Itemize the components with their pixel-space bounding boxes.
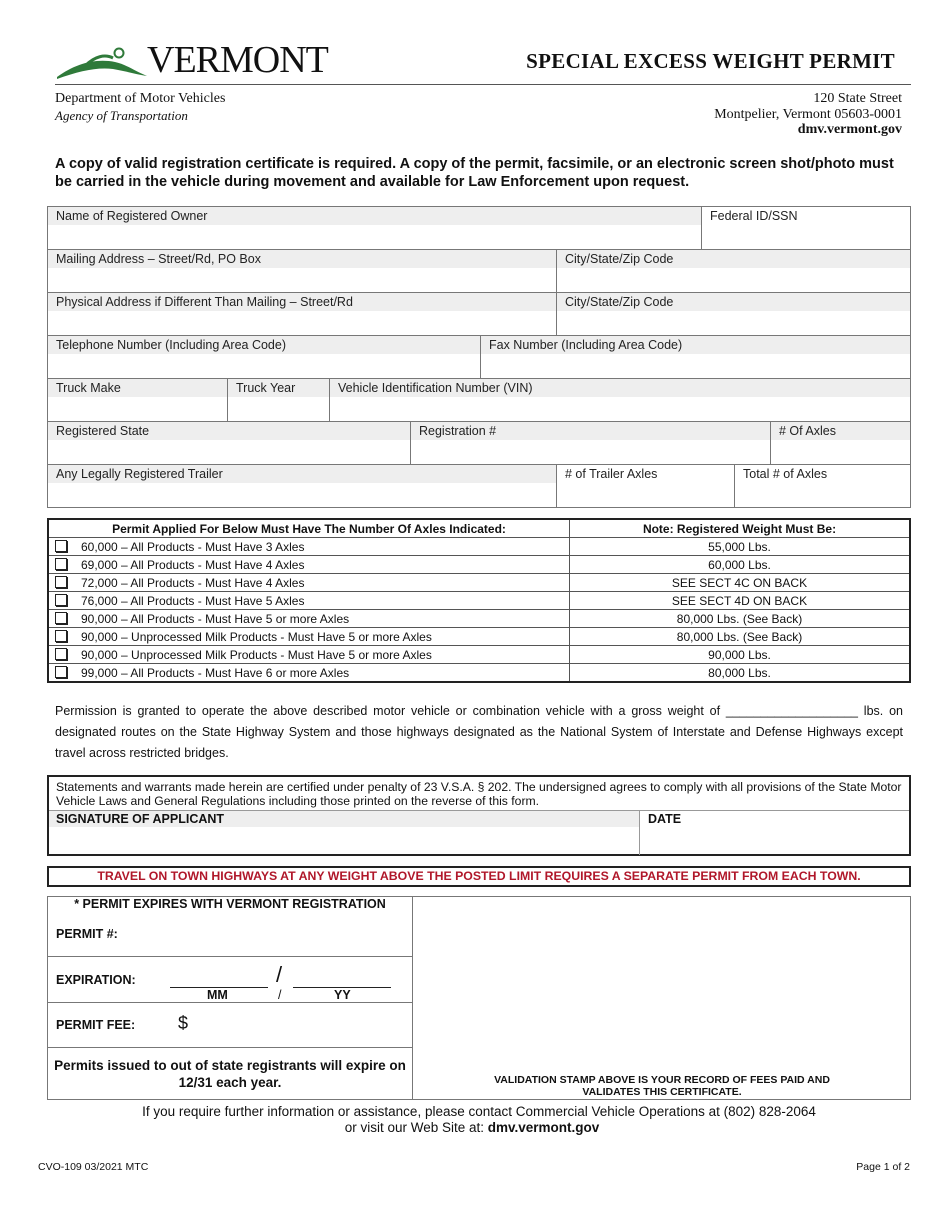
table-row (48, 664, 910, 683)
permit-fee-label: PERMIT FEE: (56, 1018, 136, 1032)
gross-weight-blank[interactable]: ___________________ (725, 704, 858, 718)
permit-option-label: 99,000 – All Products - Must Have 6 or more Axles (81, 665, 350, 680)
registration-notice: A copy of valid registration certificate is required. A copy of the permit, facsimile, or an electronic screen shot/photo must be carried in the vehicle during movement and available for Law Enforcement upon request. (55, 156, 894, 190)
form-title: SPECIAL EXCESS WEIGHT PERMIT (526, 49, 895, 73)
permit-option-label: 90,000 – Unprocessed Milk Products - Must Have 5 or more Axles (81, 629, 432, 644)
footer-website-link[interactable]: dmv.vermont.gov (487, 1120, 600, 1135)
out-of-state-note: Permits issued to out of state registrants will expire on 12/31 each year. (54, 1058, 406, 1090)
help-line: If you require further information or assistance, please contact Commercial Vehicle Operations at (802) 828-2064 (142, 1104, 816, 1119)
website-prefix: or visit our Web Site at: (344, 1120, 484, 1135)
table-row (48, 592, 910, 610)
street-address: 120 State Street (813, 91, 902, 106)
permit-option-checkbox[interactable] (55, 594, 67, 606)
table-row (48, 538, 910, 556)
validation-note: VALIDATION STAMP ABOVE IS YOUR RECORD OF FEES PAID AND VALIDATES THIS CERTIFICATE. (494, 1074, 830, 1098)
month-caption: MM (207, 988, 228, 1002)
permit-option-label: 90,000 – All Products - Must Have 5 or more Axles (81, 611, 350, 626)
table-row (48, 628, 910, 646)
table-row (48, 574, 910, 592)
truck-year-label: Truck Year (228, 379, 329, 397)
table-row (48, 646, 910, 664)
required-weight: 55,000 Lbs. (570, 538, 911, 556)
telephone-label: Telephone Number (Including Area Code) (48, 336, 480, 354)
telephone-input[interactable] (48, 353, 480, 378)
trailer-axles-input[interactable] (557, 482, 734, 507)
permit-column-header: Permit Applied For Below Must Have The Number Of Axles Indicated: (48, 519, 570, 538)
weight-column-header: Note: Registered Weight Must Be: (570, 519, 911, 538)
owner-name-input[interactable] (48, 224, 701, 249)
permit-option-checkbox[interactable] (55, 648, 67, 660)
logo-wordmark: VERMONT (147, 39, 328, 81)
permit-option-checkbox[interactable] (55, 558, 67, 570)
required-weight: 80,000 Lbs. (See Back) (570, 628, 911, 646)
total-axles-label: Total # of Axles (735, 465, 910, 483)
permit-option-checkbox[interactable] (55, 630, 67, 642)
form-code: CVO-109 03/2021 MTC (38, 1161, 149, 1173)
expiration-month-input[interactable] (170, 965, 268, 988)
permit-axle-table (47, 518, 911, 683)
physical-city-input[interactable] (557, 310, 910, 335)
permit-option-label: 69,000 – All Products - Must Have 4 Axles (81, 557, 305, 572)
permit-number-label: PERMIT #: (56, 927, 118, 941)
expiration-slash: / (276, 962, 283, 987)
town-warning-text: TRAVEL ON TOWN HIGHWAYS AT ANY WEIGHT ABOVE THE POSTED LIMIT REQUIRES A SEPARATE PERMIT FROM EACH TOWN. (97, 869, 861, 883)
permit-option-checkbox[interactable] (55, 576, 67, 588)
axles-input[interactable] (771, 439, 910, 464)
table-row (48, 556, 910, 574)
truck-year-input[interactable] (228, 396, 329, 421)
signature-label: SIGNATURE OF APPLICANT (56, 812, 225, 826)
permit-option-checkbox[interactable] (55, 612, 67, 624)
permit-fee-input[interactable] (196, 1010, 406, 1038)
dollar-sign: $ (178, 1013, 189, 1033)
permit-option-label: 72,000 – All Products - Must Have 4 Axles (81, 575, 305, 590)
date-label: DATE (648, 812, 682, 826)
fax-label: Fax Number (Including Area Code) (481, 336, 910, 354)
permit-option-checkbox[interactable] (55, 540, 67, 552)
table-row (48, 610, 910, 628)
required-weight: 80,000 Lbs. (See Back) (570, 610, 911, 628)
agency-name: Agency of Transportation (55, 108, 188, 123)
trailer-label: Any Legally Registered Trailer (48, 465, 556, 483)
permission-text-end: on designated routes on the State Highway System and those highways designated as the National System of Interstate and Defense Highways except travel across restricted bridges. (55, 704, 903, 760)
vin-input[interactable] (330, 396, 910, 421)
city-address: Montpelier, Vermont 05603-0001 (714, 107, 902, 122)
year-caption: YY (334, 988, 351, 1002)
physical-address-input[interactable] (48, 310, 556, 335)
permit-option-label: 76,000 – All Products - Must Have 5 Axles (81, 593, 305, 608)
physical-city-label: City/State/Zip Code (557, 293, 910, 311)
registration-number-input[interactable] (411, 439, 770, 464)
truck-make-input[interactable] (48, 396, 227, 421)
permission-text-start: Permission is granted to operate the above described motor vehicle or combination vehicle with a gross weight of (55, 704, 721, 718)
page-number: Page 1 of 2 (856, 1161, 910, 1173)
mountain-logo-icon (55, 44, 155, 84)
caption-slash: / (278, 988, 282, 1002)
required-weight: 90,000 Lbs. (570, 646, 911, 664)
permit-option-label: 90,000 – Unprocessed Milk Products - Must Have 5 or more Axles (81, 647, 432, 662)
fax-input[interactable] (481, 353, 910, 378)
axles-label: # Of Axles (771, 422, 910, 440)
required-weight: SEE SECT 4C ON BACK (570, 574, 911, 592)
registration-number-label: Registration # (411, 422, 770, 440)
federal-id-input[interactable] (702, 224, 910, 249)
trailer-input[interactable] (48, 482, 556, 507)
required-weight: 80,000 Lbs. (570, 664, 911, 683)
mailing-address-label: Mailing Address – Street/Rd, PO Box (48, 250, 556, 268)
registered-state-label: Registered State (48, 422, 410, 440)
mailing-city-input[interactable] (557, 267, 910, 292)
department-name: Department of Motor Vehicles (55, 91, 226, 106)
website-line (0, 1120, 944, 1135)
required-weight: SEE SECT 4D ON BACK (570, 592, 911, 610)
permit-option-checkbox[interactable] (55, 666, 67, 678)
certification-statement: Statements and warrants made herein are certified under penalty of 23 V.S.A. § 202. The undersigned agrees to comply with all provisions of the State Motor Vehicle Laws and General Regulations including those printed on the reverse of this form. (56, 780, 902, 808)
required-weight: 60,000 Lbs. (570, 556, 911, 574)
federal-id-label: Federal ID/SSN (702, 207, 910, 225)
physical-address-label: Physical Address if Different Than Mailing – Street/Rd (48, 293, 556, 311)
permit-option-label: 60,000 – All Products - Must Have 3 Axles (81, 539, 305, 554)
owner-name-label: Name of Registered Owner (48, 207, 701, 225)
validation-stamp-area (413, 897, 910, 1067)
expires-note: * PERMIT EXPIRES WITH VERMONT REGISTRATION (74, 897, 386, 911)
registered-state-input[interactable] (48, 439, 410, 464)
permission-paragraph (55, 701, 903, 764)
trailer-axles-label: # of Trailer Axles (557, 465, 734, 483)
mailing-city-label: City/State/Zip Code (557, 250, 910, 268)
header-website: dmv.vermont.gov (797, 122, 902, 137)
truck-make-label: Truck Make (48, 379, 227, 397)
header-divider (55, 84, 911, 85)
permit-number-input[interactable] (130, 920, 406, 950)
date-input[interactable] (640, 828, 908, 854)
signature-input[interactable] (49, 828, 639, 854)
mailing-address-input[interactable] (48, 267, 556, 292)
expiration-label: EXPIRATION: (56, 973, 136, 987)
vermont-logo (55, 39, 328, 84)
total-axles-input[interactable] (735, 482, 910, 507)
expiration-year-input[interactable] (293, 965, 391, 988)
weight-unit: lbs. (863, 704, 884, 718)
vin-label: Vehicle Identification Number (VIN) (330, 379, 910, 397)
